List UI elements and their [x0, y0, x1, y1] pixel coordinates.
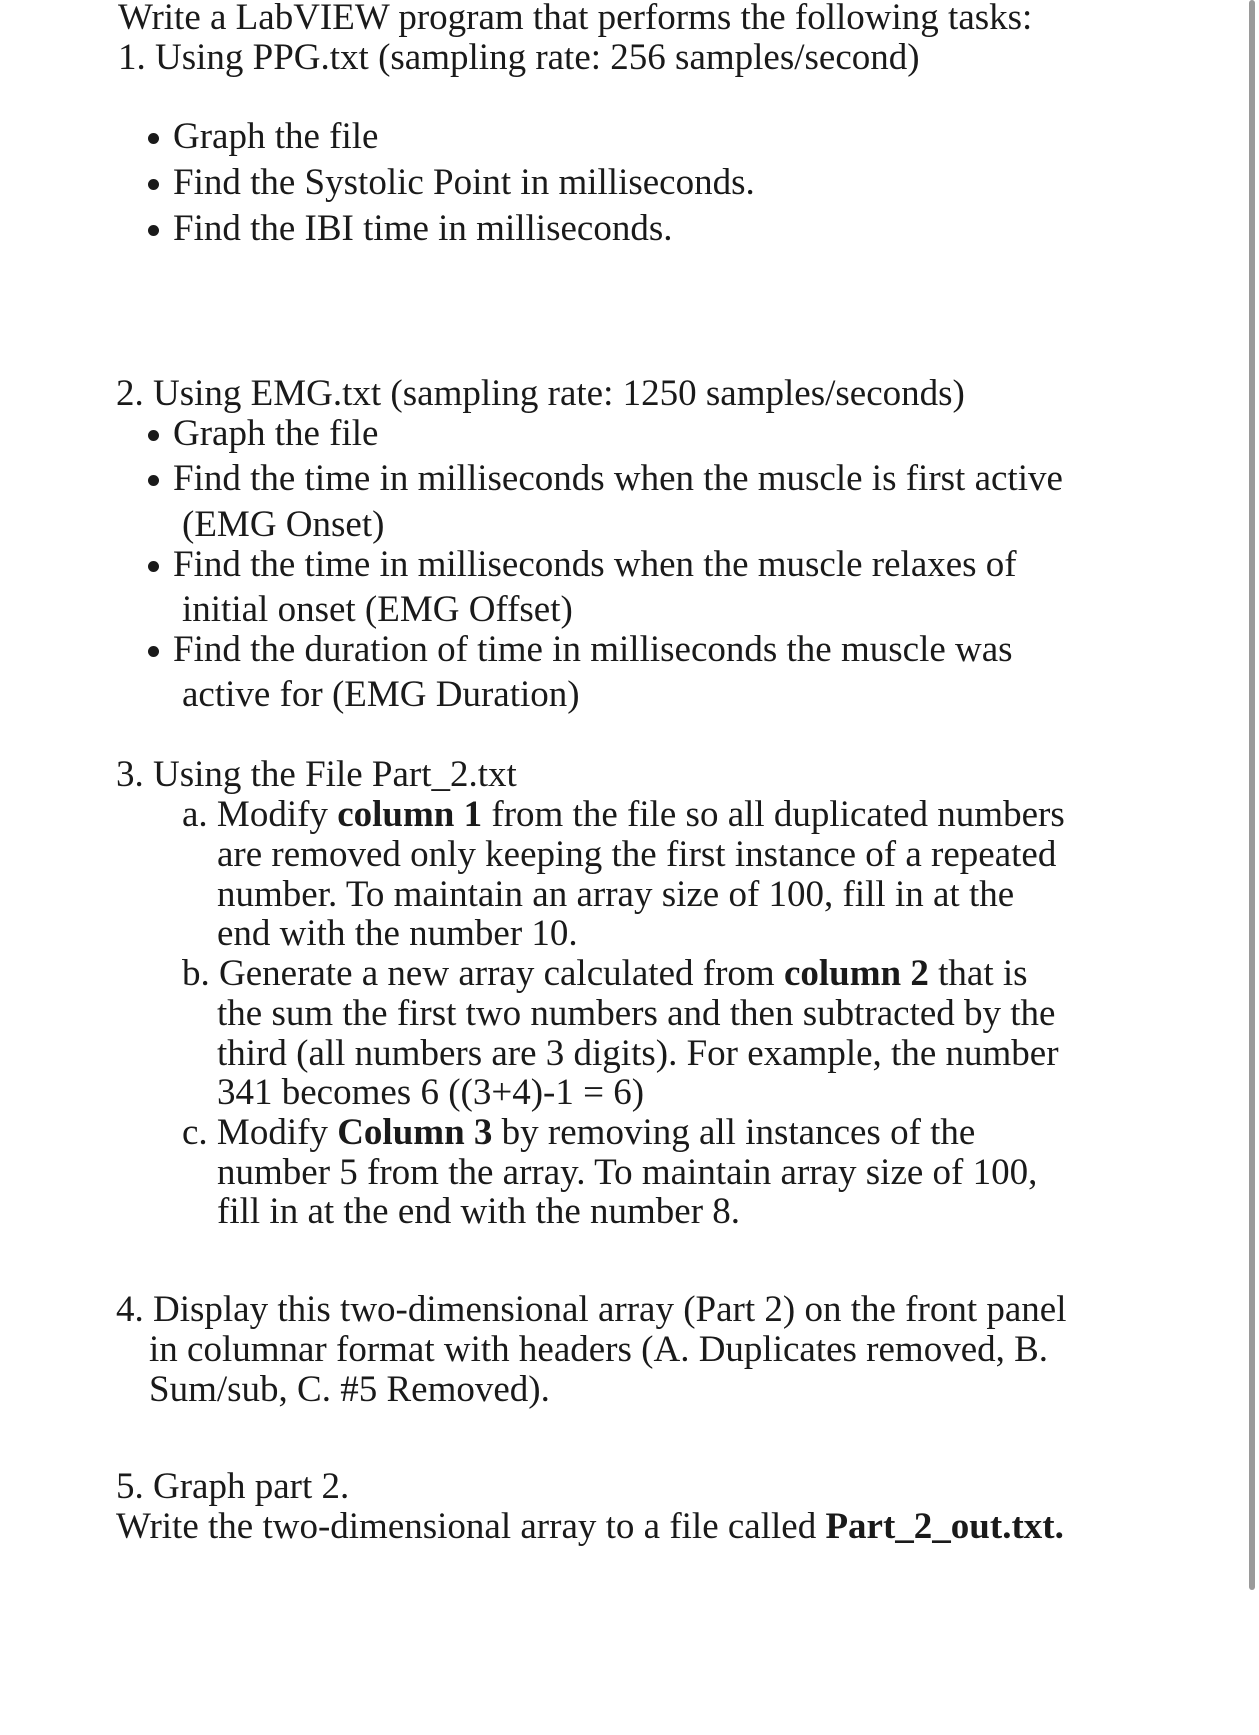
task3-item-b-line2: the sum the first two numbers and then subtracted by the — [217, 993, 1056, 1034]
bullet-icon — [148, 561, 159, 572]
task4-line1: 4. Display this two-dimensional array (Part 2) on the front panel — [116, 1289, 1067, 1330]
task3-heading: 3. Using the File Part_2.txt — [116, 754, 517, 795]
bullet-icon — [148, 475, 159, 486]
task2-bullet-2-line2: (EMG Onset) — [182, 504, 385, 545]
task1-bullet-1: Graph the file — [173, 116, 379, 157]
task1-bullet-3: Find the IBI time in milliseconds. — [173, 208, 673, 249]
task2-bullet-3-line2: initial onset (EMG Offset) — [182, 589, 573, 630]
bullet-icon — [148, 646, 159, 657]
task2-bullet-1: Graph the file — [173, 413, 379, 454]
task2-bullet-2-line1: Find the time in milliseconds when the muscle is first active — [173, 458, 1063, 499]
task2-bullet-4-line2: active for (EMG Duration) — [182, 674, 580, 715]
task5-line2: Write the two-dimensional array to a file called Part_2_out.txt. — [116, 1506, 1064, 1547]
task3-item-a-line1: a. Modify column 1 from the file so all duplicated numbers — [182, 794, 1065, 835]
task3-item-c-line1: c. Modify Column 3 by removing all instances of the — [182, 1112, 976, 1153]
task3-item-b-line3: third (all numbers are 3 digits). For example, the number — [217, 1033, 1059, 1074]
task3-item-a-line2: are removed only keeping the first instance of a repeated — [217, 834, 1057, 875]
task3-item-b-line4: 341 becomes 6 ((3+4)-1 = 6) — [217, 1072, 645, 1113]
task1-bullet-2: Find the Systolic Point in milliseconds. — [173, 162, 755, 203]
task2-bullet-4-line1: Find the duration of time in milliseconds the muscle was — [173, 629, 1013, 670]
task3-item-c-line3: fill in at the end with the number 8. — [217, 1191, 741, 1232]
bullet-icon — [148, 430, 159, 441]
task3-item-b-line1: b. Generate a new array calculated from column 2 that is — [182, 953, 1028, 994]
task2-bullet-3-line1: Find the time in milliseconds when the muscle relaxes of — [173, 544, 1017, 585]
task1-heading: 1. Using PPG.txt (sampling rate: 256 samples/second) — [118, 37, 920, 78]
task3-item-a-line3: number. To maintain an array size of 100, fill in at the — [217, 874, 1015, 915]
task2-heading: 2. Using EMG.txt (sampling rate: 1250 samples/seconds) — [116, 373, 965, 414]
task3-item-a-line4: end with the number 10. — [217, 913, 578, 954]
task4-line2: in columnar format with headers (A. Duplicates removed, B. — [149, 1329, 1049, 1370]
bullet-icon — [148, 225, 159, 236]
bullet-icon — [148, 179, 159, 190]
intro-text: Write a LabVIEW program that performs the following tasks: — [118, 0, 1033, 38]
task5-line1: 5. Graph part 2. — [116, 1466, 350, 1507]
vertical-scrollbar[interactable] — [1249, 0, 1255, 1590]
bullet-icon — [148, 133, 159, 144]
task4-line3: Sum/sub, C. #5 Removed). — [149, 1369, 550, 1410]
task3-item-c-line2: number 5 from the array. To maintain array size of 100, — [217, 1152, 1038, 1193]
